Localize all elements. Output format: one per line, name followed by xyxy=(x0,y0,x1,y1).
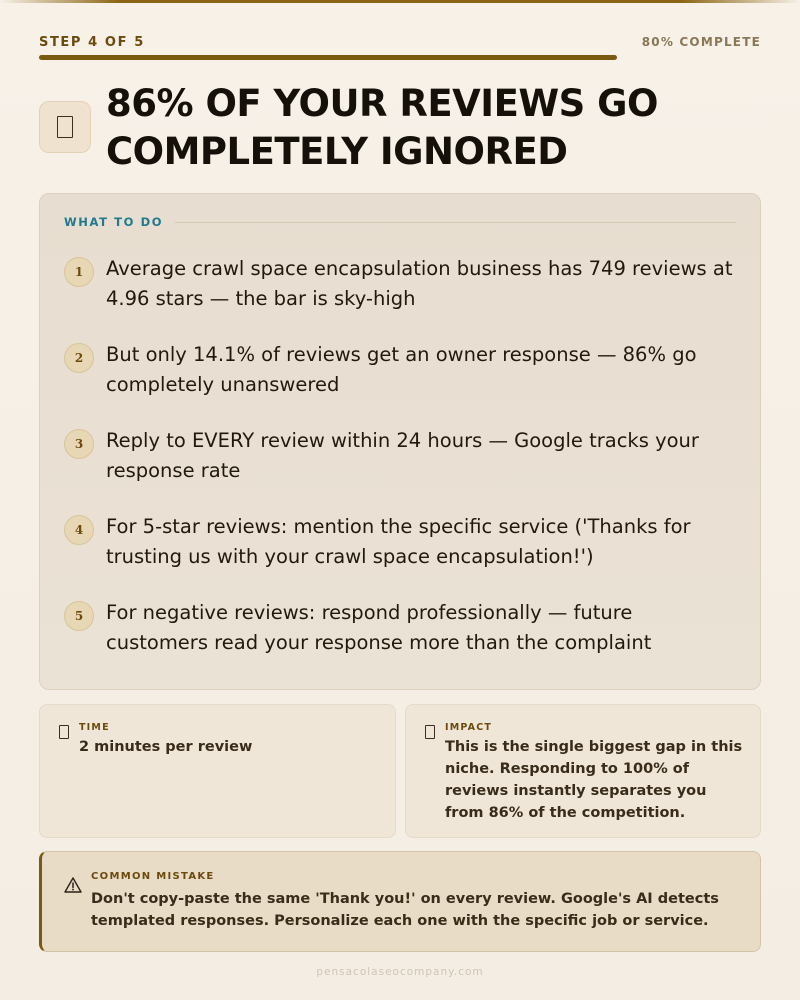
divider xyxy=(175,222,736,223)
impact-card xyxy=(405,704,761,838)
step-number-badge: 1 xyxy=(64,257,94,287)
progress-header xyxy=(39,33,761,51)
what-to-do-title: WHAT TO DO xyxy=(64,215,164,229)
impact-label: IMPACT xyxy=(445,722,493,733)
list-item xyxy=(64,254,744,340)
top-accent-line xyxy=(0,0,800,3)
list-item-text: Average crawl space encapsulation business has 749 reviews at 4.96 stars — the bar is sky-high xyxy=(106,257,733,310)
list-item-text: For negative reviews: respond professionally — future customers read your response more than the complaint xyxy=(106,601,652,654)
time-card xyxy=(39,704,396,838)
list-item xyxy=(64,426,744,512)
list-item xyxy=(64,340,744,426)
time-value: 2 minutes per review xyxy=(79,739,253,755)
footer-domain: pensacolaseocompany.com xyxy=(316,966,484,978)
common-mistake-label: COMMON MISTAKE xyxy=(91,871,215,882)
chart-icon xyxy=(425,725,435,739)
list-item xyxy=(64,512,744,598)
progress-bar-fill xyxy=(39,55,617,60)
common-mistake-card xyxy=(39,851,761,952)
page-title: 86% OF YOUR REVIEWS GO COMPLETELY IGNORED xyxy=(106,82,659,173)
step-number-badge: 3 xyxy=(64,429,94,459)
list-item xyxy=(64,598,744,684)
step-number-badge: 2 xyxy=(64,343,94,373)
clock-icon xyxy=(59,725,69,739)
step-label: STEP 4 OF 5 xyxy=(39,34,145,50)
what-to-do-card xyxy=(39,193,761,690)
time-label: TIME xyxy=(79,722,110,733)
step-number-badge: 5 xyxy=(64,601,94,631)
common-mistake-text: Don't copy-paste the same 'Thank you!' on every review. Google's AI detects templated responses. Personalize each one with the specific job or service. xyxy=(91,891,719,929)
list-item-text: For 5-star reviews: mention the specific service ('Thanks for trusting us with your crawl space encapsulation!') xyxy=(106,515,691,568)
list-item-text: Reply to EVERY review within 24 hours — Google tracks your response rate xyxy=(106,429,699,482)
what-to-do-header xyxy=(64,214,736,230)
impact-value: This is the single biggest gap in this niche. Responding to 100% of reviews instantly separates you from 86% of the competition. xyxy=(445,739,743,821)
document-icon xyxy=(39,101,91,153)
action-list xyxy=(64,254,744,684)
percent-complete-label: 80% COMPLETE xyxy=(641,35,761,49)
list-item-text: But only 14.1% of reviews get an owner response — 86% go completely unanswered xyxy=(106,343,697,396)
step-number-badge: 4 xyxy=(64,515,94,545)
progress-bar xyxy=(39,55,761,60)
warning-icon xyxy=(64,876,82,894)
